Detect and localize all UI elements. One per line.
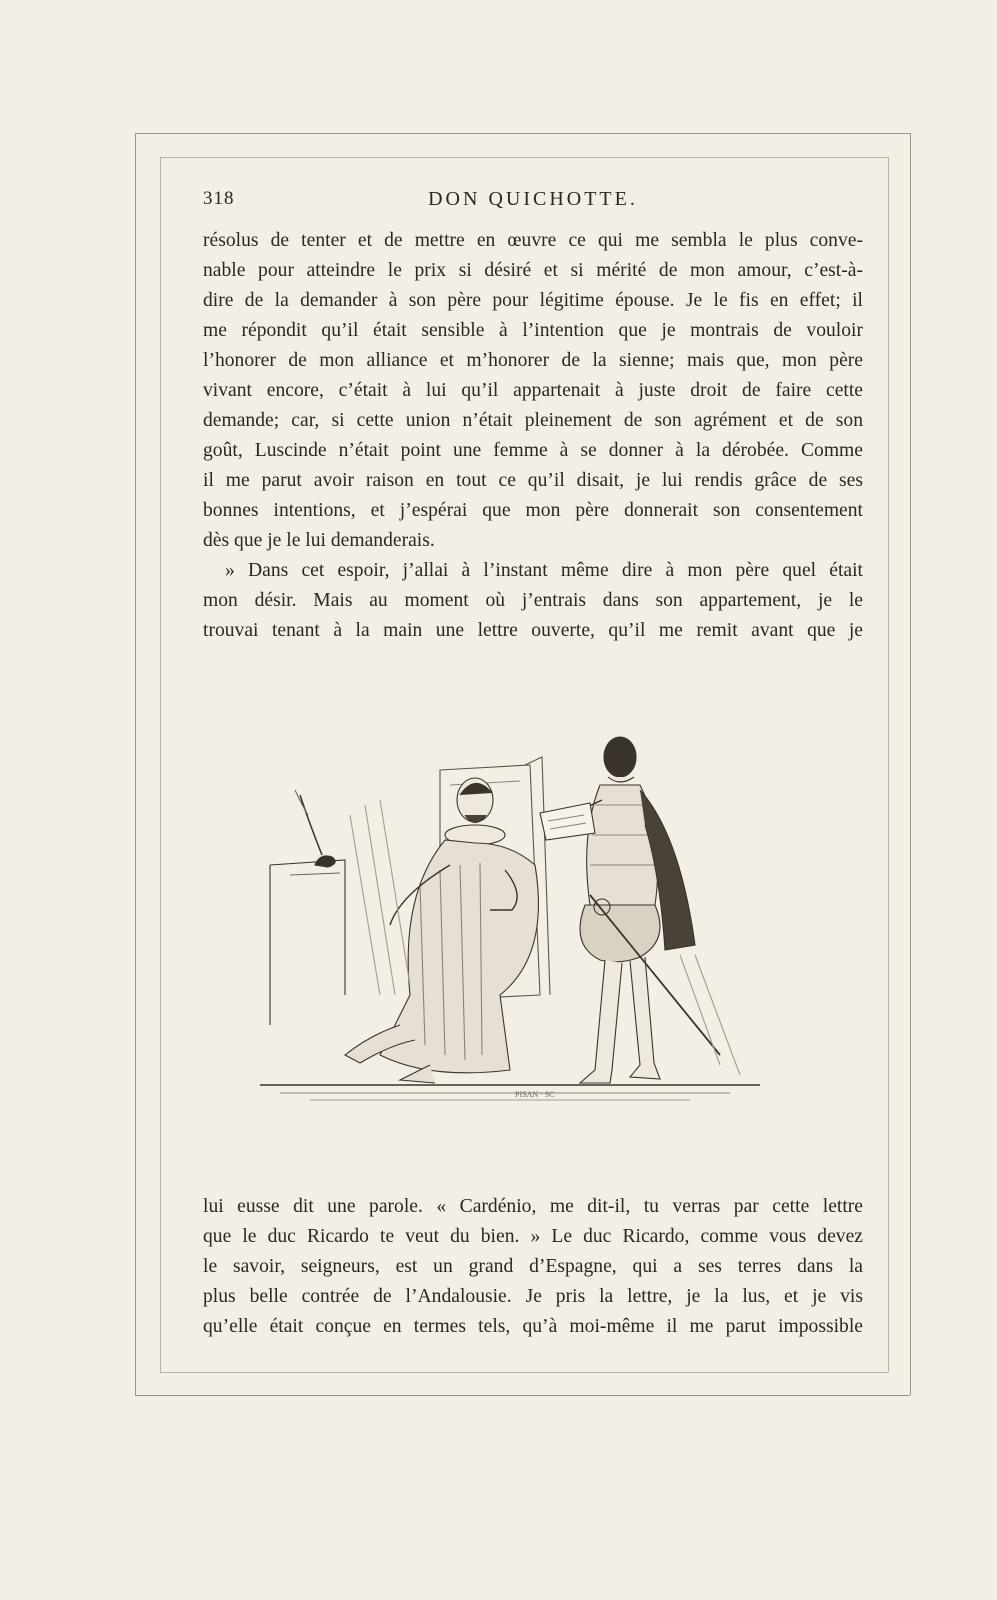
text-line: le savoir, seigneurs, est un grand d’Espagne, qui a ses terres dans la <box>203 1256 863 1277</box>
text-line: qu’elle était conçue en termes tels, qu’à moi-même il me parut impossible <box>203 1316 863 1337</box>
text-line: dès que je le lui demanderais. <box>203 530 435 551</box>
text-line: trouvai tenant à la main une lettre ouverte, qu’il me remit avant que je <box>203 620 863 641</box>
text-line: résolus de tenter et de mettre en œuvre ce qui me sembla le plus conve- <box>203 230 863 251</box>
engraver-signature: PISAN · SC <box>515 1090 555 1099</box>
text-line: me répondit qu’il était sensible à l’intention que je montrais de vouloir <box>203 320 863 341</box>
text-line: plus belle contrée de l’Andalousie. Je pris la lettre, je la lus, et je vis <box>203 1286 863 1307</box>
text-line: l’honorer de mon alliance et m’honorer de la sienne; mais que, mon père <box>203 350 863 371</box>
text-line: demande; car, si cette union n’était pleinement de son agrément et de son <box>203 410 863 431</box>
text-line: bonnes intentions, et j’espérai que mon père donnerait son consentement <box>203 500 863 521</box>
text-line: vivant encore, c’était à lui qu’il appartenait à juste droit de faire cette <box>203 380 863 401</box>
text-block-top <box>203 226 863 646</box>
text-line: que le duc Ricardo te veut du bien. » Le duc Ricardo, comme vous devez <box>203 1226 863 1247</box>
engraving-illustration <box>250 695 780 1155</box>
text-block-bottom <box>203 1192 863 1342</box>
page-number: 318 <box>203 188 235 209</box>
text-line: goût, Luscinde n’était point une femme à se donner à la dérobée. Comme <box>203 440 863 461</box>
text-line: dire de la demander à son père pour légitime épouse. Je le fis en effet; il <box>203 290 863 311</box>
text-line: il me parut avoir raison en tout ce qu’il disait, je lui rendis grâce de ses <box>203 470 863 491</box>
running-title: DON QUICHOTTE. <box>428 188 638 210</box>
text-line: » Dans cet espoir, j’allai à l’instant même dire à mon père quel était <box>225 560 863 581</box>
text-line: mon désir. Mais au moment où j’entrais dans son appartement, je le <box>203 590 863 611</box>
text-line: lui eusse dit une parole. « Cardénio, me dit-il, tu verras par cette lettre <box>203 1196 863 1217</box>
page-header <box>203 188 863 216</box>
text-line: nable pour atteindre le prix si désiré et si mérité de mon amour, c’est-à- <box>203 260 863 281</box>
